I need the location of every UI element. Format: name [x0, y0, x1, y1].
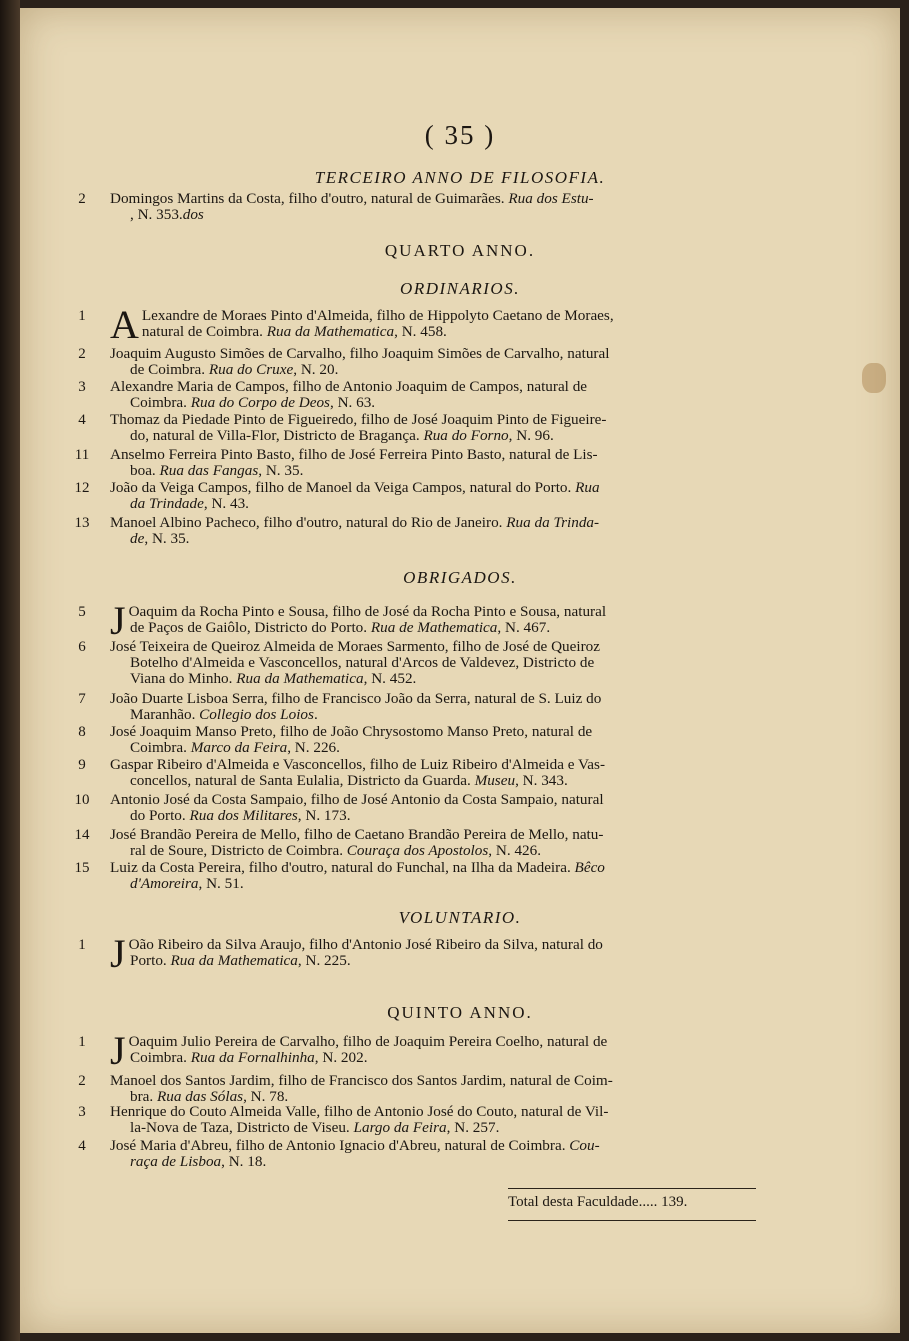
entry-address: Rua das Fangas: [159, 462, 259, 479]
entry-line: [110, 463, 758, 479]
entry-text: Manoel Albino Pacheco, filho d'outro, natural do Rio de Janeiro.: [110, 514, 507, 531]
entry-text: Thomaz da Piedade Pinto de Figueiredo, filho de José Joaquim Pinto de Figueire-: [110, 411, 607, 428]
entry-address: Collegio dos Loios: [199, 706, 314, 723]
entry-address: Marco da Feira: [190, 739, 288, 756]
entry-text: boa.: [130, 462, 160, 479]
entry-text: , N. 225.: [297, 952, 351, 969]
entry-address: Museu: [474, 772, 516, 789]
entry-text: Maranhão.: [130, 706, 200, 723]
entry-text: , N. 426.: [488, 842, 542, 859]
entry-text: , N. 353.: [130, 206, 183, 223]
subsection-title-voluntario: VOLUNTARIO.: [398, 908, 522, 927]
entry-line: [110, 953, 758, 969]
section-title-quarto-anno: QUARTO ANNO.: [384, 241, 536, 260]
entry-address: de: [130, 530, 145, 547]
entry-line: [110, 1034, 758, 1050]
list-item: [78, 931, 758, 976]
list-item: [78, 378, 758, 411]
entry-address: Rua da Mathematica: [170, 952, 298, 969]
list-item: [78, 638, 758, 687]
list-item: [78, 1137, 758, 1170]
entry-text: de Coimbra.: [130, 361, 209, 378]
entry-text: Manoel dos Santos Jardim, filho de Francisco dos Santos Jardim, natural de Coim-: [110, 1072, 613, 1089]
page-number: ( 35 ): [424, 120, 496, 150]
entry-line: [110, 792, 758, 808]
entry-address: Rua da Fornalhinha: [190, 1049, 315, 1066]
entry-text: , N. 63.: [329, 394, 376, 411]
entry-line: [110, 639, 758, 655]
section-title-quinto-anno: QUINTO ANNO.: [387, 1003, 533, 1022]
entry-number: 1: [78, 1034, 86, 1050]
entry-number: 9: [78, 757, 86, 773]
entry-address: da Trindade: [130, 495, 204, 512]
entry-text: José Brandão Pereira de Mello, filho de Caetano Brandão Pereira de Mello, natu-: [110, 826, 604, 843]
entry-text: Oaquim da Rocha Pinto e Sousa, filho de José da Rocha Pinto e Sousa, natural: [128, 603, 607, 620]
entry-text: Oaquim Julio Pereira de Carvalho, filho de Joaquim Pereira Coelho, natural de: [128, 1033, 608, 1050]
entry-text: .: [313, 706, 318, 723]
entry-address: Bêco: [574, 859, 605, 876]
entry-text: , N. 51.: [198, 875, 244, 892]
entry-number: 3: [78, 1104, 86, 1120]
entry-text: , N. 343.: [515, 772, 568, 789]
entry-address: Rua das Sólas: [157, 1088, 244, 1105]
entry-text: José Teixeira de Queiroz Almeida de Moraes Sarmento, filho de José de Queiroz: [110, 638, 600, 655]
entry-line: [110, 1104, 758, 1120]
entry-text: Viana do Minho.: [130, 670, 237, 687]
entry-text: Luiz da Costa Pereira, filho d'outro, natural do Funchal, na Ilha da Madeira.: [110, 859, 575, 876]
entry-text: , N. 20.: [293, 361, 339, 378]
entry-number: 7: [78, 691, 86, 707]
entry-text: do, natural de Villa-Flor, Districto de Bragança.: [130, 427, 424, 444]
entry-address: Rua do Forno: [423, 427, 509, 444]
entry-text: Botelho d'Almeida e Vasconcellos, natural d'Arcos de Valdevez, Districto de: [130, 654, 595, 671]
entry-text: la-Nova de Taza, Districto de Viseu.: [130, 1119, 354, 1136]
entry-number: 5: [78, 604, 86, 620]
entry-address: Rua de Mathematica: [370, 619, 498, 636]
list-item: [78, 1103, 758, 1136]
entry-text: Gaspar Ribeiro d'Almeida e Vasconcellos, filho de Luiz Ribeiro d'Almeida e Vas-: [110, 756, 605, 773]
list-item: [78, 411, 758, 444]
entry-text: Henrique do Couto Almeida Valle, filho de Antonio José do Couto, natural de Vil-: [110, 1103, 609, 1120]
entry-line: [110, 773, 758, 789]
entry-number: 2: [78, 191, 86, 207]
entry-line: [110, 362, 758, 378]
entry-text: bra.: [130, 1088, 157, 1105]
entry-address: Rua da Mathematica: [236, 670, 364, 687]
entry-line: [110, 724, 758, 740]
entry-number: 2: [78, 346, 86, 362]
entry-text: , N. 43.: [203, 495, 249, 512]
entry-line: [110, 1073, 758, 1089]
entry-address: Rua: [575, 479, 600, 496]
entry-address: d'Amoreira: [130, 875, 199, 892]
paper-stain: [862, 363, 886, 393]
list-item: [74, 791, 758, 824]
entry-text: José Joaquim Manso Preto, filho de João Chrysostomo Manso Preto, natural de: [110, 723, 593, 740]
entry-text: , N. 257.: [446, 1119, 500, 1136]
entry-text: , N. 226.: [287, 739, 340, 756]
section-title-terceiro-anno: TERCEIRO ANNO DE FILOSOFIA.: [314, 168, 606, 187]
entry-address: Rua dos Militares: [189, 807, 298, 824]
entry-line: [110, 480, 758, 496]
list-item: [78, 302, 758, 347]
entry-text: Porto.: [130, 952, 171, 969]
list-item: [78, 598, 758, 643]
entry-address: Rua da Trinda-: [506, 514, 600, 531]
entry-text: de Paços de Gaiôlo, Districto do Porto.: [130, 619, 371, 636]
entry-line: [110, 1050, 758, 1066]
entry-line: [110, 655, 758, 671]
entry-line: [110, 620, 758, 636]
entry-number: 14: [74, 827, 90, 843]
entry-address: dos: [182, 206, 204, 223]
entry-line: [110, 843, 758, 859]
entry-line: [110, 412, 758, 428]
entry-number: 8: [78, 724, 86, 740]
entry-number: 1: [78, 308, 86, 324]
entry-number: 13: [74, 515, 90, 531]
entry-text: natural de Coimbra.: [141, 323, 267, 340]
entry-line: [110, 395, 758, 411]
entry-number: 3: [78, 379, 86, 395]
entry-address: Rua do Corpo de Deos: [190, 394, 330, 411]
entry-text: , N. 78.: [243, 1088, 289, 1105]
list-item: [78, 723, 758, 756]
entry-line: [110, 1138, 758, 1154]
list-item: [74, 446, 758, 479]
entry-line: [110, 740, 758, 756]
entry-address: Rua da Mathematica: [266, 323, 395, 340]
entry-number: 4: [78, 412, 86, 428]
list-item: [78, 345, 758, 378]
book-spine-edge: [0, 0, 20, 1341]
entry-text: Coimbra.: [130, 1049, 191, 1066]
entry-number: 10: [74, 792, 90, 808]
document-page: [20, 8, 900, 1333]
entry-text: Antonio José da Costa Sampaio, filho de José Antonio da Costa Sampaio, natural: [110, 791, 604, 808]
entry-text: , N. 35.: [144, 530, 190, 547]
list-item: [78, 756, 758, 789]
entry-line: [110, 707, 758, 723]
entry-text: Domingos Martins da Costa, filho d'outro, natural de Guimarães.: [110, 190, 509, 207]
entry-line: [110, 447, 758, 463]
entry-text: , N. 202.: [314, 1049, 368, 1066]
total-rule-top: [508, 1188, 756, 1189]
entry-line: [110, 531, 758, 547]
entry-line: [110, 757, 758, 773]
entry-text: Joaquim Augusto Simões de Carvalho, filho Joaquim Simões de Carvalho, natural: [110, 345, 610, 362]
drop-initial: J: [110, 598, 126, 643]
entry-line: [110, 937, 758, 953]
entry-text: Oão Ribeiro da Silva Araujo, filho d'Antonio José Ribeiro da Silva, natural do: [128, 936, 603, 953]
entry-number: 4: [78, 1138, 86, 1154]
list-item: [78, 1028, 758, 1073]
entry-line: [110, 379, 758, 395]
faculty-total: Total desta Faculdade..... 139.: [508, 1194, 688, 1210]
entry-line: [110, 324, 758, 340]
entry-line: [110, 515, 758, 531]
subsection-title-obrigados: OBRIGADOS.: [403, 568, 517, 587]
entry-line: [110, 1120, 758, 1136]
list-item: [74, 826, 758, 859]
list-item: [78, 690, 758, 723]
entry-line: [110, 428, 758, 444]
entry-line: [110, 191, 758, 207]
entry-text: Anselmo Ferreira Pinto Basto, filho de José Ferreira Pinto Basto, natural de Lis-: [110, 446, 598, 463]
entry-line: [110, 860, 758, 876]
entry-number: 15: [74, 860, 90, 876]
entry-line: [110, 308, 758, 324]
list-item: [78, 1072, 758, 1105]
list-item: [78, 190, 758, 223]
drop-initial: J: [110, 1028, 126, 1073]
entry-number: 6: [78, 639, 86, 655]
drop-initial: J: [110, 931, 126, 976]
entry-address: Cou-: [569, 1137, 600, 1154]
entry-text: João Duarte Lisboa Serra, filho de Francisco João da Serra, natural de S. Luiz do: [110, 690, 602, 707]
entry-text: ral de Soure, Districto de Coimbra.: [130, 842, 347, 859]
entry-text: , N. 96.: [508, 427, 554, 444]
entry-line: [110, 808, 758, 824]
entry-address: Largo da Feira: [353, 1119, 447, 1136]
entry-line: [110, 1154, 758, 1170]
entry-number: 12: [74, 480, 90, 496]
entry-text: Coimbra.: [130, 394, 191, 411]
entry-text: , N. 173.: [297, 807, 351, 824]
entry-text: Alexandre Maria de Campos, filho de Antonio Joaquim de Campos, natural de: [110, 378, 588, 395]
entry-number: 1: [78, 937, 86, 953]
entry-number: 11: [74, 447, 90, 463]
entry-number: 2: [78, 1073, 86, 1089]
list-item: [74, 514, 758, 547]
entry-text: , N. 452.: [363, 670, 417, 687]
entry-text: , N. 18.: [221, 1153, 267, 1170]
entry-address: Rua dos Estu-: [508, 190, 594, 207]
entry-line: [110, 346, 758, 362]
entry-line: [110, 691, 758, 707]
entry-line: [110, 496, 758, 512]
entry-line: [110, 876, 758, 892]
entry-text: concellos, natural de Santa Eulalia, Districto da Guarda.: [130, 772, 475, 789]
list-item: [74, 479, 758, 512]
entry-line: [110, 207, 758, 223]
entry-text: , N. 35.: [258, 462, 304, 479]
total-rule-bottom: [508, 1220, 756, 1221]
entry-address: Couraça dos Apostolos: [346, 842, 489, 859]
entry-text: do Porto.: [130, 807, 190, 824]
subsection-title-ordinarios: ORDINARIOS.: [400, 279, 520, 298]
entry-text: , N. 467.: [497, 619, 551, 636]
entry-line: [110, 604, 758, 620]
entry-text: , N. 458.: [394, 323, 447, 340]
list-item: [74, 859, 758, 892]
entry-text: Lexandre de Moraes Pinto d'Almeida, filho de Hippolyto Caetano de Moraes,: [141, 307, 614, 324]
entry-text: Coimbra.: [130, 739, 191, 756]
entry-address: Rua do Cruxe: [208, 361, 294, 378]
entry-text: José Maria d'Abreu, filho de Antonio Ignacio d'Abreu, natural de Coimbra.: [110, 1137, 570, 1154]
entry-address: raça de Lisboa: [130, 1153, 222, 1170]
entry-text: João da Veiga Campos, filho de Manoel da Veiga Campos, natural do Porto.: [110, 479, 576, 496]
drop-initial: A: [110, 302, 139, 347]
entry-line: [110, 827, 758, 843]
entry-line: [110, 671, 758, 687]
